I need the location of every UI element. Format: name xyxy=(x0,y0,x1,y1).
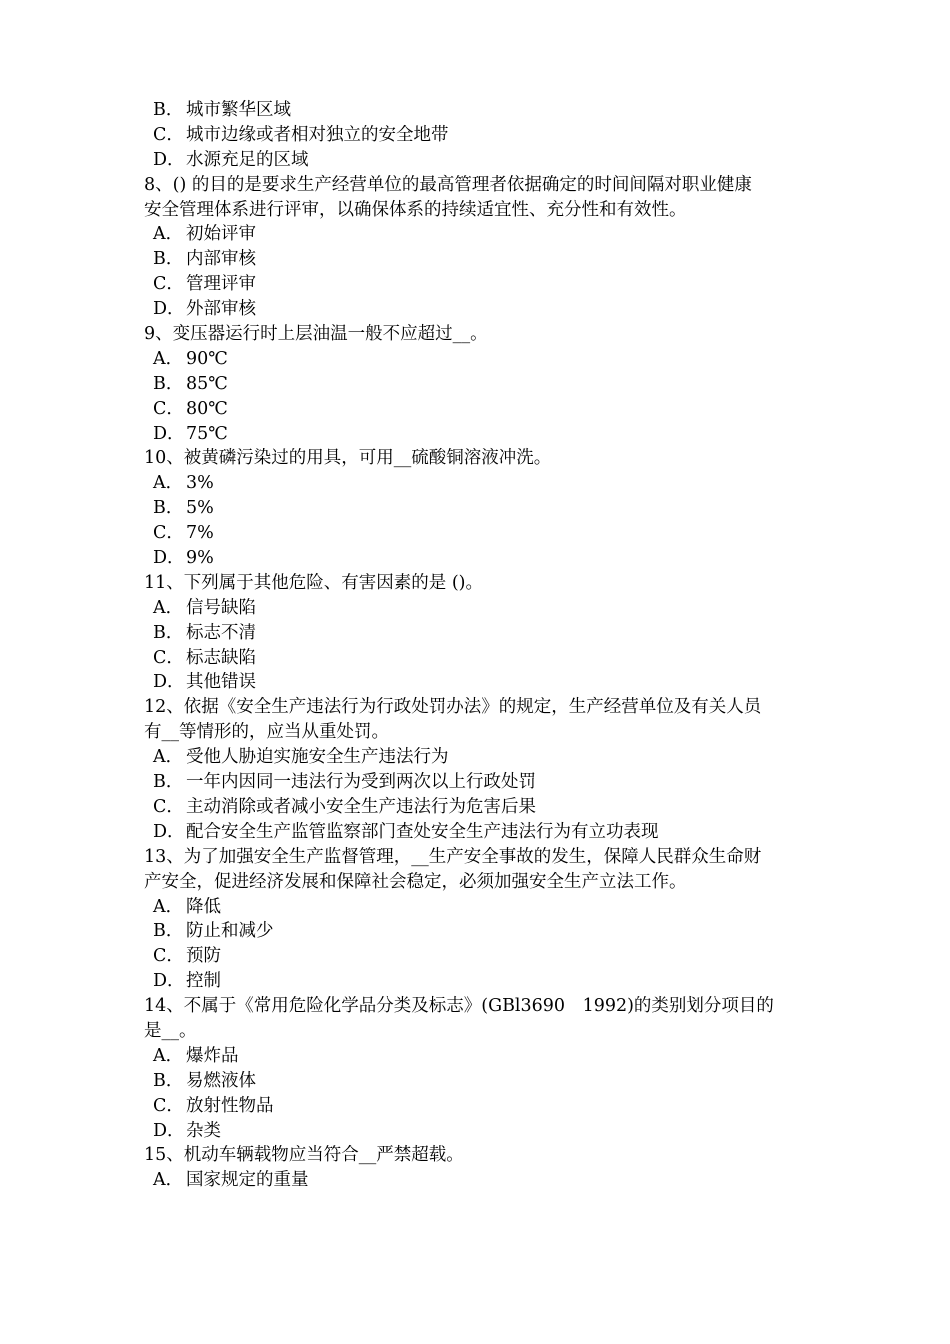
option-letter: C． xyxy=(153,398,184,419)
answer-option xyxy=(144,646,824,671)
question-text-line: 产安全，促进经济发展和保障社会稳定，必须加强安全生产立法工作。 xyxy=(144,871,687,892)
answer-option xyxy=(144,148,824,173)
option-letter: D． xyxy=(153,299,185,320)
question-text-line: 15、机动车辆载物应当符合__严禁超载。 xyxy=(144,1145,464,1166)
option-letter: A． xyxy=(153,1045,184,1066)
option-letter: D． xyxy=(153,423,185,444)
question-text-line: 13、为了加强安全生产监督管理，__生产安全事故的发生，保障人民群众生命财 xyxy=(144,846,762,867)
option-text: 90℃ xyxy=(186,348,228,369)
answer-option xyxy=(144,770,824,795)
answer-option xyxy=(144,347,824,372)
option-text: 7% xyxy=(186,523,214,544)
question-text-line: 8、() 的目的是要求生产经营单位的最高管理者依据确定的时间间隔对职业健康 xyxy=(144,174,752,195)
option-letter: A． xyxy=(153,747,184,768)
option-text: 国家规定的重量 xyxy=(186,1170,309,1191)
option-text: 标志缺陷 xyxy=(186,647,256,668)
option-text: 80℃ xyxy=(186,398,228,419)
option-letter: B． xyxy=(153,249,184,270)
answer-option xyxy=(144,1044,824,1069)
question-text-line: 安全管理体系进行评审，以确保体系的持续适宜性、充分性和有效性。 xyxy=(144,199,687,220)
option-letter: D． xyxy=(153,149,185,170)
exam-content xyxy=(144,98,824,1193)
option-letter: D． xyxy=(153,1120,185,1141)
option-letter: C． xyxy=(153,1095,184,1116)
option-text: 爆炸品 xyxy=(186,1045,239,1066)
option-letter: A． xyxy=(153,348,184,369)
option-letter: A． xyxy=(153,597,184,618)
option-text: 其他错误 xyxy=(186,672,256,693)
answer-option xyxy=(144,621,824,646)
option-letter: B． xyxy=(153,498,184,519)
option-letter: B． xyxy=(153,772,184,793)
option-text: 85℃ xyxy=(186,373,228,394)
option-text: 主动消除或者减小安全生产违法行为危害后果 xyxy=(186,796,536,817)
option-text: 3% xyxy=(186,473,214,494)
option-text: 城市繁华区域 xyxy=(186,100,291,120)
question-text-line: 14、不属于《常用危险化学品分类及标志》(GBl3690 1992)的类别划分项目的 xyxy=(144,996,774,1017)
answer-option xyxy=(144,546,824,571)
option-text: 预防 xyxy=(186,946,221,967)
answer-option xyxy=(144,596,824,621)
answer-option xyxy=(144,471,824,496)
answer-option xyxy=(144,895,824,920)
option-letter: B． xyxy=(153,921,184,942)
answer-option xyxy=(144,969,824,994)
option-text: 5% xyxy=(186,498,214,519)
question-text-line: 12、依据《安全生产违法行为行政处罚办法》的规定，生产经营单位及有关人员 xyxy=(144,697,762,718)
answer-option xyxy=(144,372,824,397)
option-text: 75℃ xyxy=(186,423,228,444)
option-text: 降低 xyxy=(186,896,221,917)
answer-option xyxy=(144,98,824,123)
option-text: 杂类 xyxy=(186,1120,221,1141)
answer-option xyxy=(144,919,824,944)
option-letter: D． xyxy=(153,672,185,693)
option-text: 受他人胁迫实施安全生产违法行为 xyxy=(186,747,449,768)
answer-option xyxy=(144,1119,824,1144)
answer-option xyxy=(144,1168,824,1193)
answer-option xyxy=(144,397,824,422)
option-letter: A． xyxy=(153,473,184,494)
option-text: 防止和减少 xyxy=(186,921,274,942)
option-letter: C． xyxy=(153,523,184,544)
option-letter: A． xyxy=(153,1170,184,1191)
option-text: 9% xyxy=(186,548,214,569)
option-letter: B． xyxy=(153,1070,184,1091)
option-letter: D． xyxy=(153,548,185,569)
question-text-line: 是__。 xyxy=(144,1020,197,1041)
option-text: 初始评审 xyxy=(186,224,256,245)
option-letter: D． xyxy=(153,821,185,842)
option-text: 易燃液体 xyxy=(186,1070,256,1091)
option-letter: C． xyxy=(153,946,184,967)
option-letter: C． xyxy=(153,647,184,668)
option-text: 信号缺陷 xyxy=(186,597,256,618)
option-text: 配合安全生产监管监察部门查处安全生产违法行为有立功表现 xyxy=(186,821,659,842)
option-letter: C． xyxy=(153,796,184,817)
option-letter: B． xyxy=(153,622,184,643)
option-text: 控制 xyxy=(186,971,221,992)
question-text-line: 11、下列属于其他危险、有害因素的是 ()。 xyxy=(144,572,483,593)
answer-option xyxy=(144,745,824,770)
option-letter: C． xyxy=(153,124,184,145)
option-text: 管理评审 xyxy=(186,274,256,295)
answer-option xyxy=(144,123,824,148)
answer-option xyxy=(144,422,824,447)
option-text: 标志不清 xyxy=(186,622,256,643)
option-letter: A． xyxy=(153,896,184,917)
answer-option xyxy=(144,496,824,521)
answer-option xyxy=(144,222,824,247)
answer-option xyxy=(144,1094,824,1119)
option-text: 放射性物品 xyxy=(186,1095,274,1116)
option-text: 城市边缘或者相对独立的安全地带 xyxy=(186,124,449,145)
option-letter: B． xyxy=(153,373,184,394)
answer-option xyxy=(144,297,824,322)
option-letter: B． xyxy=(153,100,184,120)
answer-option xyxy=(144,944,824,969)
option-text: 外部审核 xyxy=(186,299,256,320)
question-text-line: 有__等情形的，应当从重处罚。 xyxy=(144,722,389,743)
answer-option xyxy=(144,795,824,820)
answer-option xyxy=(144,272,824,297)
option-letter: A． xyxy=(153,224,184,245)
answer-option xyxy=(144,521,824,546)
option-text: 内部审核 xyxy=(186,249,256,270)
option-text: 一年内因同一违法行为受到两次以上行政处罚 xyxy=(186,772,536,793)
question-text-line: 10、被黄磷污染过的用具，可用__硫酸铜溶液冲洗。 xyxy=(144,448,552,469)
question-text-line: 9、变压器运行时上层油温一般不应超过__。 xyxy=(144,324,488,345)
answer-option xyxy=(144,820,824,845)
answer-option xyxy=(144,247,824,272)
option-text: 水源充足的区域 xyxy=(186,149,309,170)
answer-option xyxy=(144,1069,824,1094)
option-letter: D． xyxy=(153,971,185,992)
option-letter: C． xyxy=(153,274,184,295)
answer-option xyxy=(144,670,824,695)
